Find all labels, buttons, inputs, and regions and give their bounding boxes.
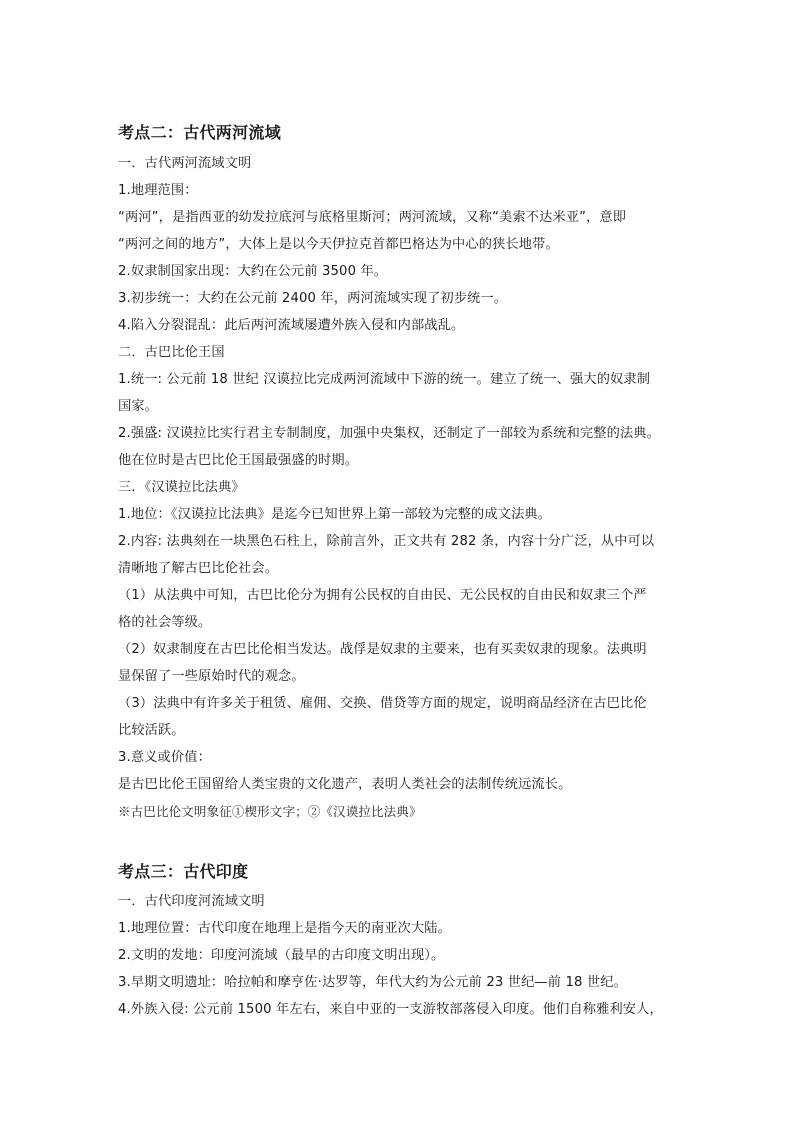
geo-range-text-1: “两河”，是指西亚的幼发拉底河与底格里斯河；两河流域，又称“美索不达米亚”，意即 xyxy=(118,210,627,225)
india-sites-text: 3.早期文明遗址：哈拉帕和摩亨佐·达罗等，年代大约为公元前 23 世纪—前 18 世纪。 xyxy=(118,975,627,990)
code-content-b1: （2）奴隶制度在古巴比伦相当发达。战俘是奴隶的主要来，也有买卖奴隶的现象。法典明 xyxy=(118,642,647,657)
code-content-a1: （1）从法典中可知，古巴比伦分为拥有公民权的自由民、无公民权的自由民和奴隶三个严 xyxy=(118,588,647,603)
code-content-1: 2.内容: 法典刻在一块黑色石柱上，除前言外，正文共有 282 条，内容十分广泛，从中可以 xyxy=(118,534,655,549)
babylon-strong-1: 2.强盛: 汉谟拉比实行君主专制制度，加强中央集权，还制定了一部较为系统和完整的法典。 xyxy=(118,426,660,441)
section2-part2-title: 二．古巴比伦王国 xyxy=(118,345,225,360)
geo-range-text-2: “两河之间的地方”，大体上是以今天伊拉克首都巴格达为中心的狭长地带。 xyxy=(118,237,559,252)
babylon-symbol-note: ※古巴比伦文明象征①楔形文字；②《汉谟拉比法典》 xyxy=(118,804,422,819)
geo-range-label: 1.地理范围： xyxy=(118,183,198,198)
code-content-b2: 显保留了一些原始时代的观念。 xyxy=(118,669,305,684)
code-meaning-label: 3.意义或价值： xyxy=(118,750,211,765)
babylon-unify-1: 1.统一: 公元前 18 世纪 汉谟拉比完成两河流域中下游的统一。建立了统一、强大的奴隶制 xyxy=(118,372,651,387)
india-invasion-text: 4.外族入侵: 公元前 1500 年左右，来自中亚的一支游牧部落侵入印度。他们自称雅利安人， xyxy=(118,1002,663,1017)
babylon-strong-2: 他在位时是古巴比伦王国最强盛的时期。 xyxy=(118,453,359,468)
division-text: 4.陷入分裂混乱：此后两河流域屡遭外族入侵和内部战乱。 xyxy=(118,318,465,333)
india-location-text: 1.地理位置：古代印度在地理上是指今天的南亚次大陆。 xyxy=(118,921,451,936)
babylon-unify-2: 国家。 xyxy=(118,399,159,414)
code-content-c2: 比较活跃。 xyxy=(118,723,185,738)
section3-part1-title: 一．古代印度河流域文明 xyxy=(118,894,265,909)
section3-heading: 考点三：古代印度 xyxy=(118,862,249,881)
slave-state-text: 2.奴隶制国家出现：大约在公元前 3500 年。 xyxy=(118,264,388,279)
code-status-text: 1.地位：《汉谟拉比法典》是迄今已知世界上第一部较为完整的成文法典。 xyxy=(118,507,552,522)
code-content-2: 清晰地了解古巴比伦社会。 xyxy=(118,561,279,576)
section2-part3-title: 三．《汉谟拉比法典》 xyxy=(118,480,245,495)
code-content-c1: （3）法典中有许多关于租赁、雇佣、交换、借贷等方面的规定，说明商品经济在古巴比伦 xyxy=(118,696,647,711)
code-meaning-text: 是古巴比伦王国留给人类宝贵的文化遗产，表明人类社会的法制传统远流长。 xyxy=(118,777,572,792)
section2-part1-title: 一．古代两河流域文明 xyxy=(118,156,252,171)
unification-text: 3.初步统一：大约在公元前 2400 年，两河流域实现了初步统一。 xyxy=(118,291,508,306)
section2-heading: 考点二：古代两河流域 xyxy=(118,123,282,142)
code-content-a2: 格的社会等级。 xyxy=(118,615,212,630)
india-origin-text: 2.文明的发地：印度河流域（最早的古印度文明出现）。 xyxy=(118,948,445,963)
